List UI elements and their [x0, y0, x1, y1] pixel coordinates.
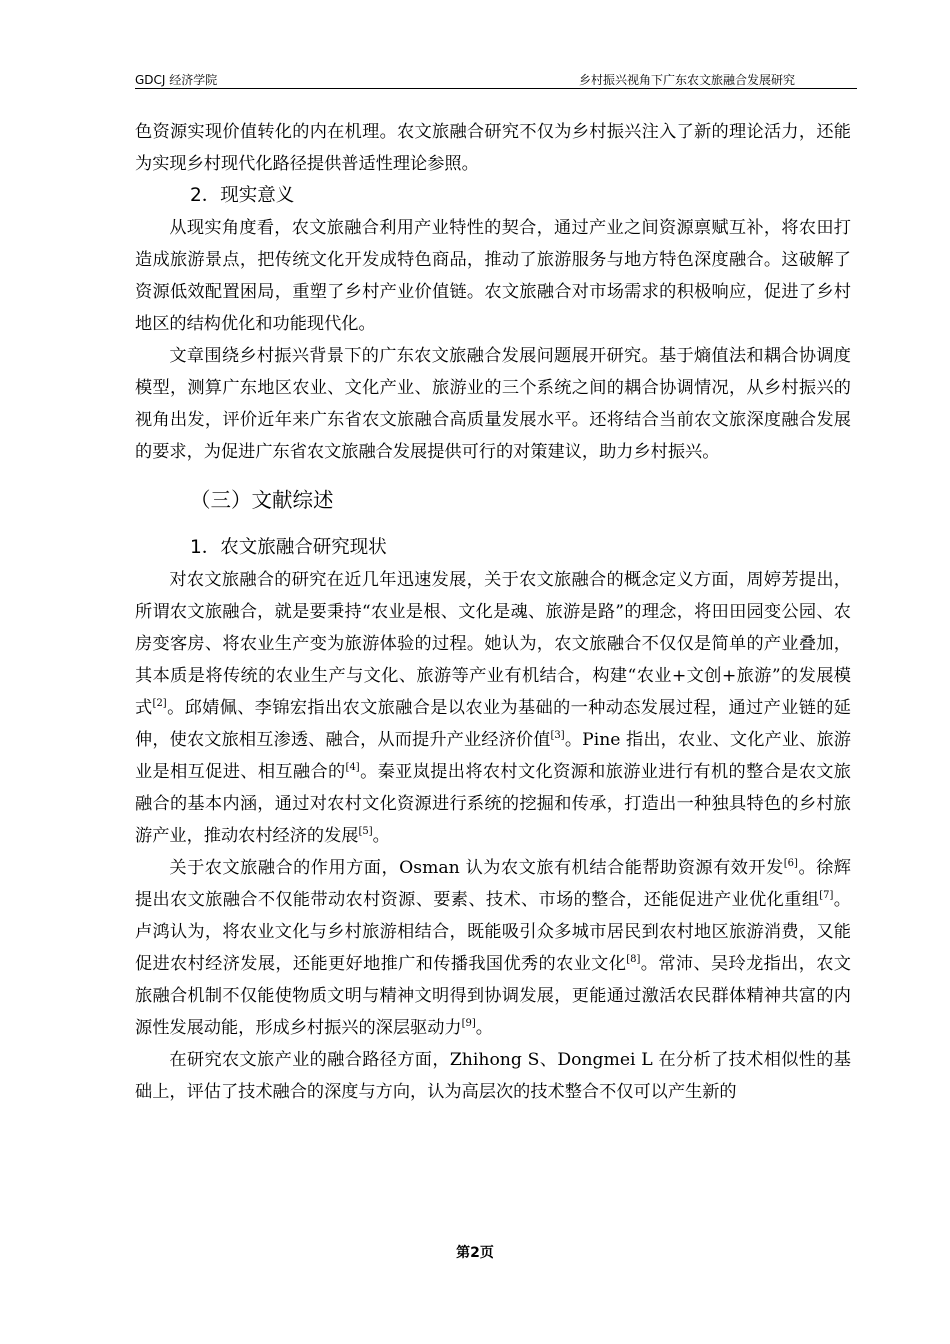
paragraph-continued: 色资源实现价值转化的内在机理。农文旅融合研究不仅为乡村振兴注入了新的理论活力，还能为实现乡村现代化路径提供普适性理论参照。	[135, 122, 851, 174]
heading-literature-review: （三）文献综述	[190, 488, 334, 512]
citation-8: [8]	[626, 954, 641, 965]
citation-2: [2]	[152, 698, 167, 709]
paragraph-effects	[135, 852, 851, 1044]
header-institution: GDCJ 经济学院	[135, 73, 218, 87]
text-segment: 。Pine 指出，农业、文化产业、旅游业是相互促进、相互融合的	[135, 730, 851, 782]
citation-5: [5]	[358, 826, 373, 837]
page-body	[135, 116, 851, 1108]
text-segment: 。秦亚岚提出将农村文化资源和旅游业进行有机的整合是农文旅融合的基本内涵，通过对农村文化资源进行系统的挖掘和传承，打造出一种独具特色的乡村旅游产业，推动农村经济的发展	[135, 762, 851, 846]
page-header	[135, 70, 857, 89]
citation-9: [9]	[461, 1018, 476, 1029]
text-segment: 。	[475, 1018, 493, 1038]
paragraph-integration-path: 在研究农文旅产业的融合路径方面，Zhihong S、Dongmei L 在分析了技术相似性的基础上，评估了技术融合的深度与方向，认为高层次的技术整合不仅可以产生新的	[135, 1050, 851, 1102]
heading-practical-significance: 2．现实意义	[190, 185, 295, 206]
header-paper-title: 乡村振兴视角下广东农文旅融合发展研究	[578, 73, 795, 87]
citation-4: [4]	[345, 762, 360, 773]
text-segment: 。徐辉提出农文旅融合不仅能带动农村资源、要素、技术、市场的整合，还能促进产业优化重组	[135, 858, 851, 910]
text-segment: 。邱婧佩、李锦宏指出农文旅融合是以农业为基础的一种动态发展过程，通过产业链的延伸，使农文旅相互渗透、融合，从而提升产业经济价值	[135, 698, 851, 750]
page-number: 第2页	[456, 1245, 494, 1261]
text-segment: 。常沛、吴玲龙指出，农文旅融合机制不仅能使物质文明与精神文明得到协调发展，更能通过激活农民群体精神共富的内源性发展动能，形成乡村振兴的深层驱动力	[135, 954, 851, 1038]
heading-research-status: 1．农文旅融合研究现状	[190, 537, 387, 558]
text-segment: 。卢鸿认为，将农业文化与乡村旅游相结合，既能吸引众多城市居民到农村地区旅游消费，又能促进农村经济发展，还能更好地推广和传播我国优秀的农业文化	[135, 890, 851, 974]
paragraph-practical-1: 从现实角度看，农文旅融合利用产业特性的契合，通过产业之间资源禀赋互补，将农田打造成旅游景点，把传统文化开发成特色商品，推动了旅游服务与地方特色深度融合。这破解了资源低效配置困局，重塑了乡村产业价值链。农文旅融合对市场需求的积极响应，促进了乡村地区的结构优化和功能现代化。	[135, 218, 851, 334]
text-segment: 。	[372, 826, 390, 846]
text-segment: 对农文旅融合的研究在近几年迅速发展，关于农文旅融合的概念定义方面，周婷芳提出，所谓农文旅融合，就是要秉持“农业是根、文化是魂、旅游是路”的理念，将田田园变公园、农房变客房、将农业生产变为旅游体验的过程。她认为，农文旅融合不仅仅是简单的产业叠加，其本质是将传统的农业生产与文化、旅游等产业有机结合，构建“农业+文创+旅游”的发展模式	[135, 570, 851, 718]
paragraph-concept-definition	[135, 564, 851, 852]
citation-7: [7]	[819, 890, 834, 901]
text-segment: 关于农文旅融合的作用方面，Osman 认为农文旅有机结合能帮助资源有效开发	[169, 858, 784, 878]
citation-3: [3]	[550, 730, 565, 741]
paragraph-practical-2: 文章围绕乡村振兴背景下的广东农文旅融合发展问题展开研究。基于熵值法和耦合协调度模型，测算广东地区农业、文化产业、旅游业的三个系统之间的耦合协调情况，从乡村振兴的视角出发，评价近年来广东省农文旅融合高质量发展水平。还将结合当前农文旅深度融合发展的要求，为促进广东省农文旅融合发展提供可行的对策建议，助力乡村振兴。	[135, 346, 851, 462]
citation-6: [6]	[783, 858, 798, 869]
